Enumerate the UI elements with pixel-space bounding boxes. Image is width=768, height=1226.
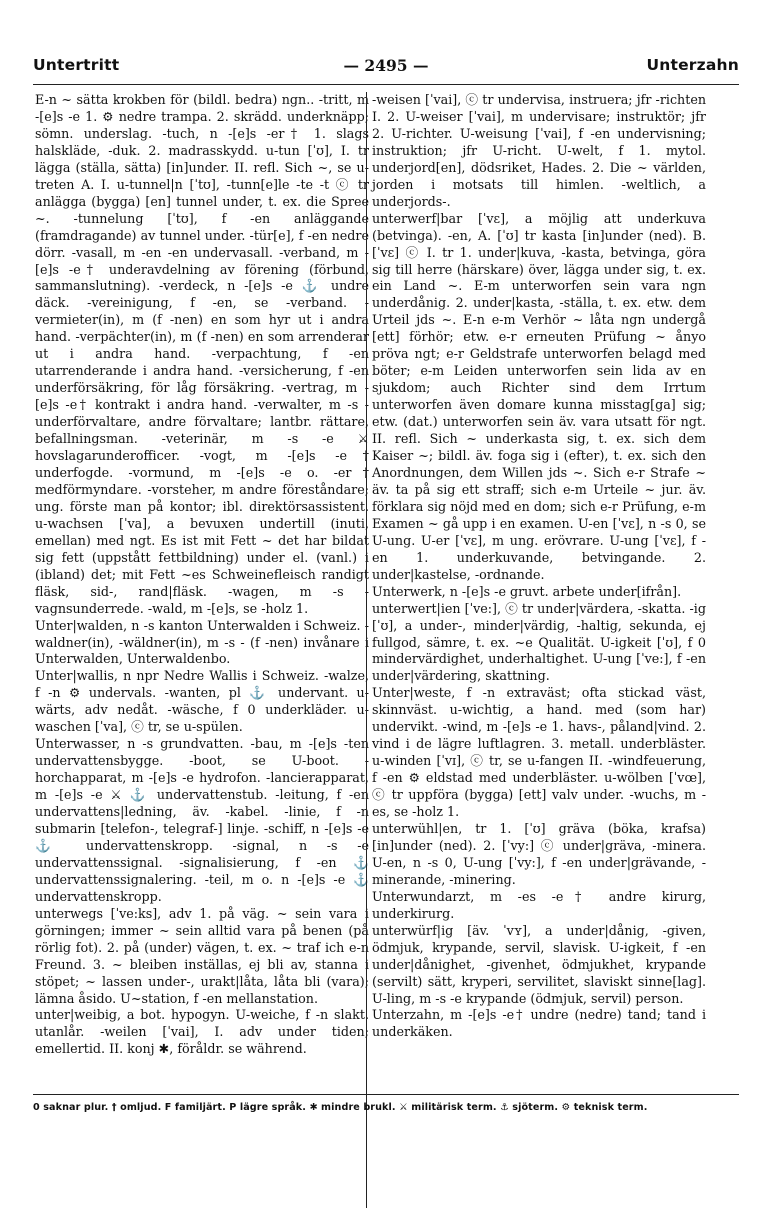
left-column xyxy=(35,92,369,1058)
right-column xyxy=(372,92,706,1041)
page-number: — 2495 — xyxy=(343,56,429,75)
footer-rule xyxy=(33,1094,739,1095)
header-guide-word-right: Unterzahn xyxy=(646,56,739,74)
dictionary-entry: Unter|weste, f -n extraväst; ofta stickad väst, skinnväst. u-wichtig, a hand. med (som har) undervikt. -wind, m -[e]s -e 1. havs-, påland|vind. 2. vind i de lägre luftlagren. 3. metall. underbläster. u-winden [ˈvɪ], ⓒ tr, se u-fangen II. -windfeuerung, f -en ⚙ eldstad med underbläster. u-wölben [ˈvœ], ⓒ tr uppföra (bygga) [ett] valv under. -wuchs, m -es, se -holz 1. xyxy=(372,685,706,820)
header-rule xyxy=(33,84,739,85)
dictionary-entry: unterwegs [ˈve:ks], adv 1. på väg. ~ sein vara i görningen; immer ~ sein alltid vara på benen (på rörlig fot). 2. på (under) vägen, t. ex. ~ traf ich e-n Freund. 3. ~ bleiben inställas, ej bli av, stanna i stöpet; ~ lassen under-, urakt|låta, låta bli (vara); lämna åsido. U~station, f -en mellanstation. xyxy=(35,905,369,1006)
page-header xyxy=(33,56,739,82)
dictionary-entry: unterwürf|ig [äv. ˈvʏ], a under|dånig, -given, ödmjuk, krypande, servil, slavisk. U-igkeit, f -en under|dånighet, -givenhet, ödmjukhet, krypande (servilt) sätt, kryperi, servilitet, slaviskt sinne[lag]. U-ling, m -s -e krypande (ödmjuk, servil) person. xyxy=(372,922,706,1006)
dictionary-entry: -weisen [ˈvai], ⓒ tr undervisa, instruera; jfr -richten I. 2. U-weiser [ˈvai], m undervisare; instruktör; jfr 2. U-richter. U-weisung [ˈvai], f -en undervisning; instruktion; jfr U-richt. U-welt, f 1. mytol. underjord[en], dödsriket, Hades. 2. Die ~ världen, jorden i motsats till himlen. -weltlich, a underjords-. xyxy=(372,92,706,209)
dictionary-entry: unterwerf|bar [ˈvɛ], a möjlig att underkuva (betvinga). -en, A. [ˈʊ] tr kasta [in]under (ned). B. [ˈvɛ] ⓒ I. tr 1. under|kuva, -kasta, betvinga, göra sig till herre (härskare) över, lägga under sig, t. ex. ein Land ~. E-m unterworfen sein vara ngn underdånig. 2. under|kasta, -ställa, t. ex. etw. dem Urteil jds ~. E-n e-m Verhör ~ låta ngn undergå [ett] förhör; etw. e-r erneuten Prüfung ~ ånyo pröva ngt; e-r Geldstrafe unterworfen belagd med böter; e-m Leiden unterworfen sein lida av en sjukdom; auch Richter sind dem Irrtum unterworfen även domare kunna misstag[ga] sig; etw. (dat.) unterworfen sein äv. vara utsatt för ngt. II. refl. Sich ~ underkasta sig, t. ex. sich dem Kaiser ~; bildl. äv. foga sig i (efter), t. ex. sich den Anordnungen, dem Willen jds ~. Sich e-r Strafe ~ äv. ta på sig ett straff; sich e-m Urteile ~ jur. äv. förklara sig nöjd med en dom; sich e-r Prüfung, e-m Examen ~ gå upp i en examen. U-en [ˈvɛ], n -s 0, se U-ung. U-er [ˈvɛ], m ung. erövrare. U-ung [ˈvɛ], f -en 1. underkuvande, betvingande. 2. under|kastelse, -ordnande. xyxy=(372,210,706,582)
dictionary-entry: unter|weibig, a bot. hypogyn. U-weiche, f -n slakt. utanlår. -weilen [ˈvai], I. adv under tiden; emellertid. II. konj ✱, föråldr. se während. xyxy=(35,1007,369,1057)
abbreviation-legend: 0 saknar plur. † omljud. F familjärt. P lägre språk. ✱ mindre brukl. ⚔ militärisk term. ⚓ sjöterm. ⚙ teknisk term. xyxy=(33,1102,648,1113)
dictionary-entry: Unter|walden, n -s kanton Unterwalden i Schweiz. -waldner(in), -wäldner(in), m -s - (f -nen) invånare i Unterwalden, Unterwaldenbo. xyxy=(35,617,369,667)
column-divider xyxy=(366,92,367,1208)
dictionary-entry: unterwert|ien [ˈve:], ⓒ tr under|värdera, -skatta. -ig [ˈʊ], a under-, minder|värdig, -haltig, sekunda, ej fullgod, sämre, t. ex. ~e Qualität. U-igkeit [ˈʊ], f 0 mindervärdighet, underhaltighet. U-ung [ˈve:], f -en under|värdering, skattning. xyxy=(372,600,706,684)
dictionary-entry: Unterwundarzt, m -es -e† andre kirurg, underkirurg. xyxy=(372,888,706,921)
dictionary-entry: Unterwasser, n -s grundvatten. -bau, m -[e]s -ten undervattensbygge. -boot, se U-boot. -horchapparat, m -[e]s -e hydrofon. -lancierapparat, m -[e]s -e ⚔ ⚓ undervattenstub. -leitung, f -en undervattens|ledning, äv. -kabel. -linie, f -n submarin [telefon-, telegraf-] linje. -schiff, n -[e]s -e ⚓ undervattenskropp. -signal, n -s -e undervattenssignal. -signalisierung, f -en ⚓ undervattenssignalering. -teil, m o. n -[e]s -e ⚓ undervattenskropp. xyxy=(35,736,369,904)
header-guide-word-left: Untertritt xyxy=(33,56,120,74)
dictionary-entry: E-n ~ sätta krokben för (bildl. bedra) ngn.. -tritt, m -[e]s -e 1. ⚙ nedre trampa. 2. skrädd. underknäpp; sömn. underslag. -tuch, n -[e]s -er† 1. slags halskläde, -duk. 2. madrasskydd. u-tun [ˈʊ], I. tr lägga (ställa, sätta) [in]under. II. refl. Sich ~, se u-treten A. I. u-tunnel|n [ˈtʊ], -tunn[e]le -te -t ⓒ tr anlägga (bygga) [en] tunnel under, t. ex. die Spree ~. -tunnelung [ˈtʊ], f -en anläggande (framdragande) av tunnel under. -tür[e], f -en nedre dörr. -vasall, m -en -en undervasall. -verband, m -[e]s -e† underavdelning av förening (förbund, sammanslutning). -verdeck, n -[e]s -e ⚓ undre däck. -vereinigung, f -en, se -verband. -vermieter(in), m (f -nen) en som hyr ut i andra hand. -verpächter(in), m (f -nen) en som arrenderar ut i andra hand. -verpachtung, f -en utarrenderande i andra hand. -versicherung, f -en underförsäkring, för låg försäkring. -vertrag, m -[e]s -e† kontrakt i andra hand. -verwalter, m -s - underförvaltare, andre förvaltare; lantbr. rättare, befallningsman. -veterinär, m -s -e ⚔ hovslagarunderofficer. -vogt, m -[e]s -e† underfogde. -vormund, m -[e]s -e o. -er† medförmyndare. -vorsteher, m andre föreståndare; ung. förste man på kontor; ibl. direktörsassistent. u-wachsen [ˈva], a bevuxen undertill (inuti, emellan) med ngt. Es ist mit Fett ~ det har bildat sig fett (uppstått fettbildning) under el. (vanl.) i (ibland) det; mit Fett ~es Schweinefleisch randigt fläsk, sid-, rand|fläsk. -wagen, m -s - vagnsunderrede. -wald, m -[e]s, se -holz 1. xyxy=(35,92,369,616)
dictionary-entry: Unter|wallis, n npr Nedre Wallis i Schweiz. -walze, f -n ⚙ undervals. -wanten, pl ⚓ undervant. u-wärts, adv nedåt. -wäsche, f 0 underkläder. u-waschen [ˈva], ⓒ tr, se u-spülen. xyxy=(35,668,369,735)
dictionary-entry: Unterzahn, m -[e]s -e† undre (nedre) tand; tand i underkäken. xyxy=(372,1007,706,1040)
dictionary-entry: Unterwerk, n -[e]s -e gruvt. arbete under[ifrån]. xyxy=(372,583,682,599)
dictionary-entry: unterwühl|en, tr 1. [ˈʊ] gräva (böka, krafsa) [in]under (ned). 2. [ˈvy:] ⓒ under|gräva, -minera. U-en, n -s 0, U-ung [ˈvy:], f -en under|grävande, -minerande, -minering. xyxy=(372,820,706,887)
